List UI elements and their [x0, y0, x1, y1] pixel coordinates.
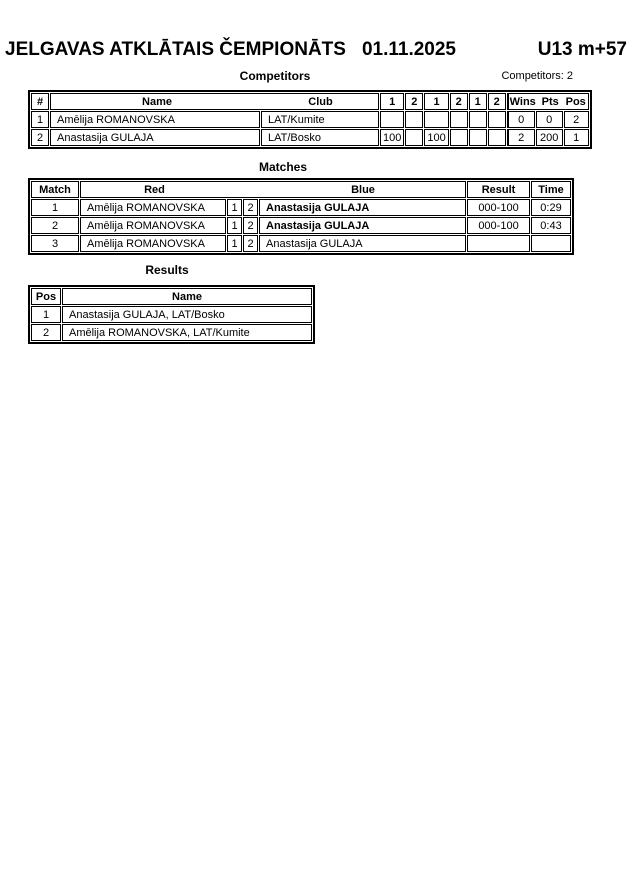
- result-row: [31, 324, 312, 341]
- score-cell: [424, 111, 448, 128]
- col-header-score-4: 2: [450, 93, 468, 110]
- blue-seed: 2: [243, 235, 258, 252]
- score-cell: [469, 129, 487, 146]
- competitor-club: LAT/Kumite: [261, 111, 379, 128]
- blue-competitor: Anastasija GULAJA: [259, 235, 466, 252]
- match-row: [31, 235, 571, 252]
- matches-table: [28, 178, 574, 255]
- competitor-num: 1: [31, 111, 49, 128]
- competitor-pos: 1: [564, 129, 589, 146]
- col-header-pts: Pts: [541, 95, 559, 108]
- score-cell: [450, 129, 468, 146]
- result-pos: 2: [31, 324, 61, 341]
- score-cell: 100: [380, 129, 404, 146]
- match-result: [467, 235, 530, 252]
- match-row: [31, 199, 571, 216]
- col-header-score-5: 1: [469, 93, 487, 110]
- match-result: 000-100: [467, 199, 530, 216]
- competitor-pts: 0: [536, 111, 563, 128]
- col-header-name: Name: [142, 95, 172, 108]
- col-header-wins-pts-pos: [507, 93, 589, 110]
- result-pos: 1: [31, 306, 61, 323]
- score-cell: [469, 111, 487, 128]
- competitor-pos: 2: [564, 111, 589, 128]
- col-header-pos: Pos: [565, 95, 586, 108]
- blue-competitor: Anastasija GULAJA: [259, 217, 466, 234]
- results-section-title: Results: [145, 263, 189, 277]
- score-cell: [380, 111, 404, 128]
- result-row: [31, 306, 312, 323]
- competitors-table: [28, 90, 592, 149]
- matches-header-row: [31, 181, 571, 198]
- col-header-result: Result: [467, 181, 530, 198]
- competitor-pts: 200: [536, 129, 563, 146]
- blue-competitor: Anastasija GULAJA: [259, 199, 466, 216]
- match-time: [531, 235, 571, 252]
- col-header-time: Time: [531, 181, 571, 198]
- match-result: 000-100: [467, 217, 530, 234]
- col-header-club: Club: [308, 95, 333, 108]
- score-cell: [488, 111, 506, 128]
- score-cell: [488, 129, 506, 146]
- competitor-name: Anastasija GULAJA: [50, 129, 260, 146]
- results-header-row: [31, 288, 312, 305]
- col-header-score-3: 1: [424, 93, 448, 110]
- red-seed: 1: [227, 199, 242, 216]
- match-num: 1: [31, 199, 79, 216]
- competitors-section-title: Competitors: [239, 69, 311, 83]
- col-header-score-1: 1: [380, 93, 404, 110]
- result-name: Amēlija ROMANOVSKA, LAT/Kumite: [62, 324, 312, 341]
- red-seed: 1: [227, 217, 242, 234]
- col-header-num: #: [31, 93, 49, 110]
- blue-seed: 2: [243, 217, 258, 234]
- col-header-blue: Blue: [351, 183, 375, 196]
- competitor-row: [31, 111, 589, 128]
- competitor-wins: 0: [507, 111, 535, 128]
- competitor-num: 2: [31, 129, 49, 146]
- red-competitor: Amēlija ROMANOVSKA: [80, 235, 226, 252]
- score-cell: [450, 111, 468, 128]
- tournament-title-group: [5, 39, 456, 61]
- col-header-score-2: 2: [405, 93, 423, 110]
- col-header-name: Name: [62, 288, 312, 305]
- col-header-pos: Pos: [31, 288, 61, 305]
- competitors-count: Competitors: 2: [501, 70, 573, 82]
- match-row: [31, 217, 571, 234]
- red-seed: 1: [227, 235, 242, 252]
- score-cell: [405, 111, 423, 128]
- col-header-red: Red: [144, 183, 165, 196]
- result-name: Anastasija GULAJA, LAT/Bosko: [62, 306, 312, 323]
- col-header-red-blue: [80, 181, 466, 198]
- match-time: 0:29: [531, 199, 571, 216]
- tournament-date: 01.11.2025: [361, 39, 456, 60]
- match-num: 3: [31, 235, 79, 252]
- competitor-club: LAT/Bosko: [261, 129, 379, 146]
- red-competitor: Amēlija ROMANOVSKA: [80, 199, 226, 216]
- col-header-score-6: 2: [488, 93, 506, 110]
- match-num: 2: [31, 217, 79, 234]
- blue-seed: 2: [243, 199, 258, 216]
- col-header-wins: Wins: [509, 95, 536, 108]
- score-cell: 100: [424, 129, 448, 146]
- competitor-wins: 2: [507, 129, 535, 146]
- red-competitor: Amēlija ROMANOVSKA: [80, 217, 226, 234]
- competitor-row: [31, 129, 589, 146]
- score-cell: [405, 129, 423, 146]
- competitors-header-row: [31, 93, 589, 110]
- competitor-name: Amēlija ROMANOVSKA: [50, 111, 260, 128]
- category-label: U13 m+57: [537, 39, 627, 60]
- col-header-name-club: [50, 93, 379, 110]
- col-header-match: Match: [31, 181, 79, 198]
- matches-section-title: Matches: [258, 160, 308, 174]
- report-title-row: [5, 39, 627, 61]
- tournament-title: JELGAVAS ATKLĀTAIS ČEMPIONĀTS: [5, 39, 346, 60]
- results-table: [28, 285, 315, 344]
- match-time: 0:43: [531, 217, 571, 234]
